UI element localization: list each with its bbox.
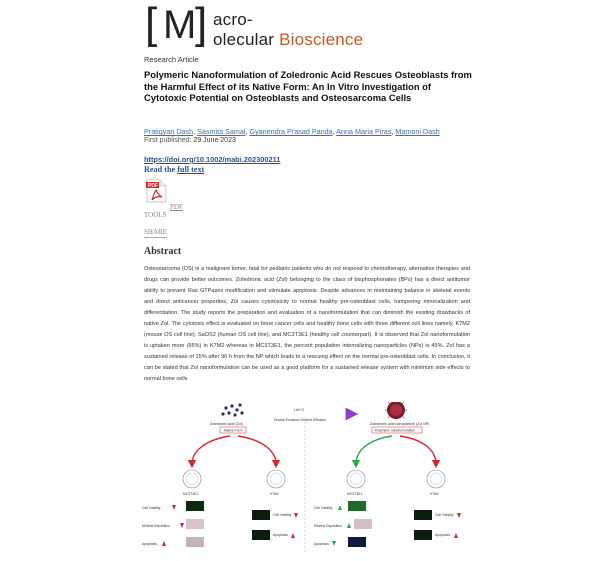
down-arrow-icon <box>332 541 336 546</box>
ga-left-drug: Zoledronic acid (Zol) <box>210 422 243 426</box>
logo-line2 <box>213 30 363 50</box>
ga-left-tag: Native Form <box>224 428 243 433</box>
micrograph <box>252 510 270 520</box>
journal-logo <box>145 0 445 50</box>
micrograph <box>186 501 204 511</box>
micrograph <box>414 510 432 520</box>
logo-line1: acro- <box>213 10 253 29</box>
ga-label-viability: Cell Viability <box>273 513 292 517</box>
ga-label-viability: Cell Viability <box>142 506 161 510</box>
ga-label-apoptosis: Apoptosis <box>142 542 157 546</box>
ga-label-apoptosis: Apoptosis <box>314 542 329 546</box>
ga-label-mineral: Mineral Deposition <box>314 524 343 528</box>
svg-text:PDF: PDF <box>148 183 158 189</box>
author-link[interactable]: Sasmita Samal <box>197 127 246 136</box>
micrograph <box>348 537 366 547</box>
article-type: Research Article <box>144 55 199 64</box>
author-link[interactable]: Pratigyan Dash <box>144 127 194 136</box>
cell-label: K7M2 <box>270 492 279 496</box>
cell-plate <box>267 470 285 488</box>
logo-line2-accent: Bioscience <box>279 30 364 49</box>
zol-molecules-icon <box>221 403 243 416</box>
read-prefix: Read the <box>144 165 176 174</box>
author-link[interactable]: Gyanendra Prasad Panda <box>249 127 333 136</box>
down-arrow-icon <box>294 513 298 518</box>
up-arrow-icon <box>291 533 295 538</box>
up-arrow-icon <box>162 541 166 546</box>
arrow-right-1 <box>356 436 392 464</box>
ga-label-viability: Cell Viability <box>435 513 454 517</box>
doi-link[interactable]: https://doi.org/10.1002/mabi.202300211 <box>144 155 281 164</box>
logo-line2-main: olecular <box>213 30 275 49</box>
published-date: 29 June 2023 <box>193 137 236 144</box>
publication-date <box>144 137 236 144</box>
abstract-heading: Abstract <box>144 246 182 257</box>
logo-bracket-right: ] <box>195 0 208 48</box>
pdf-icon[interactable] <box>146 179 167 203</box>
cell-label: MC3T3E1 <box>347 492 363 496</box>
cell-label: K7M2 <box>430 492 439 496</box>
micrograph <box>252 530 270 540</box>
published-label: First published: <box>144 137 192 144</box>
ga-center-top: LbS O <box>294 408 305 412</box>
micrograph <box>186 537 204 547</box>
full-text-link[interactable]: full text <box>177 165 205 174</box>
logo-letter: M <box>163 3 197 47</box>
ga-label-apoptosis: Apoptosis <box>273 533 288 537</box>
arrow-right-2 <box>400 436 436 464</box>
cell-plate <box>427 470 445 488</box>
micrograph <box>354 519 372 529</box>
ga-right-tag: Polymeric nanoformulation <box>375 428 416 433</box>
ga-right-drug: Zoledronic acid nanoparticle (Zol NP) <box>370 422 430 426</box>
down-arrow-icon <box>180 523 184 528</box>
author-list: Pratigyan Dash, Sasmita Samal, Gyanendra Prasad Panda, Anna Maria Piras, Mamoni Dash <box>144 127 440 136</box>
arrow-left-2 <box>238 436 276 464</box>
micrograph <box>414 530 432 540</box>
ga-label-mineral: Mineral Deposition <box>142 524 171 528</box>
author-link[interactable]: Anna Maria Piras <box>336 127 392 136</box>
graphical-abstract <box>134 402 476 554</box>
logo-bracket-left: [ <box>145 0 158 48</box>
ga-label-apoptosis: Apoptosis <box>435 533 450 537</box>
abstract-text: Osteosarcoma (OS) is a malignant tumor, fatal for pediatric patients who do not respond to chemotherapy, alternative therapies and drugs can provide better outcomes. Zoledronic acid (Zol) belonging to the class of bisphosphonates (BPs) has a direct antitumor ability to prevent Ras GTPases modification and stimulate apoptosis. Despite advances in maintaining balance in skeletal events and direct anticancer properties, Zol causes cytotoxicity to normal healthy pre-osteoblast cells, hampering mineralization and differentiation. The study reports the preparation and evaluation of a nanoformulation that can diminish the existing drawbacks of native Zol. The cytotoxic effect is evaluated on bone cancer cells and healthy bone cells with three different cell lines namely, K7M2 (mouse OS cell line), SaOS2 (human OS cell line), and MC3T3E1 (healthy cell counterpart). It is observed that Zol nanoformulation is uptaken more (95%) in K7M2 whereas in MC3T3E1, the percent population internalizing nanoparticles (NPs) is 45%. Zol has a sustained release of 15% after 96 h from the NP which leads to a rescuing effect on the normal pre-osteoblast cells. In conclusion, it can be stated that Zol nanoformulation can be used as a good platform for a sustained release system with minimum side effects to normal bone cells <box>144 266 470 382</box>
up-arrow-icon <box>347 523 351 528</box>
cell-label: MC3T3E1 <box>183 492 199 496</box>
read-full-text[interactable] <box>144 165 204 174</box>
ga-label-viability: Cell Viability <box>314 506 333 510</box>
author-link[interactable]: Mamoni Dash <box>395 127 440 136</box>
up-arrow-icon <box>454 533 458 538</box>
cell-plate <box>183 470 201 488</box>
down-arrow-icon <box>172 505 176 510</box>
tools-link[interactable]: TOOLS <box>144 211 167 219</box>
micrograph <box>348 501 366 511</box>
share-link[interactable]: SHARE <box>144 228 167 236</box>
ga-center-bottom: Double Emulsion Solvent Diffusion <box>274 418 326 422</box>
down-arrow-icon <box>457 513 461 518</box>
pdf-link[interactable]: PDF <box>170 203 183 211</box>
cell-plate <box>347 470 365 488</box>
up-arrow-icon <box>338 505 342 510</box>
zol-np-icon <box>385 402 407 419</box>
article-title: Polymeric Nanoformulation of Zoledronic Acid Rescues Osteoblasts from the Harmful Effect of its Native Form: An In Vitro Investigation of Cytotoxic Potential on Osteoblasts and Osteosarcoma Cells <box>144 69 472 104</box>
arrow-left-1 <box>192 436 230 464</box>
micrograph <box>186 519 204 529</box>
